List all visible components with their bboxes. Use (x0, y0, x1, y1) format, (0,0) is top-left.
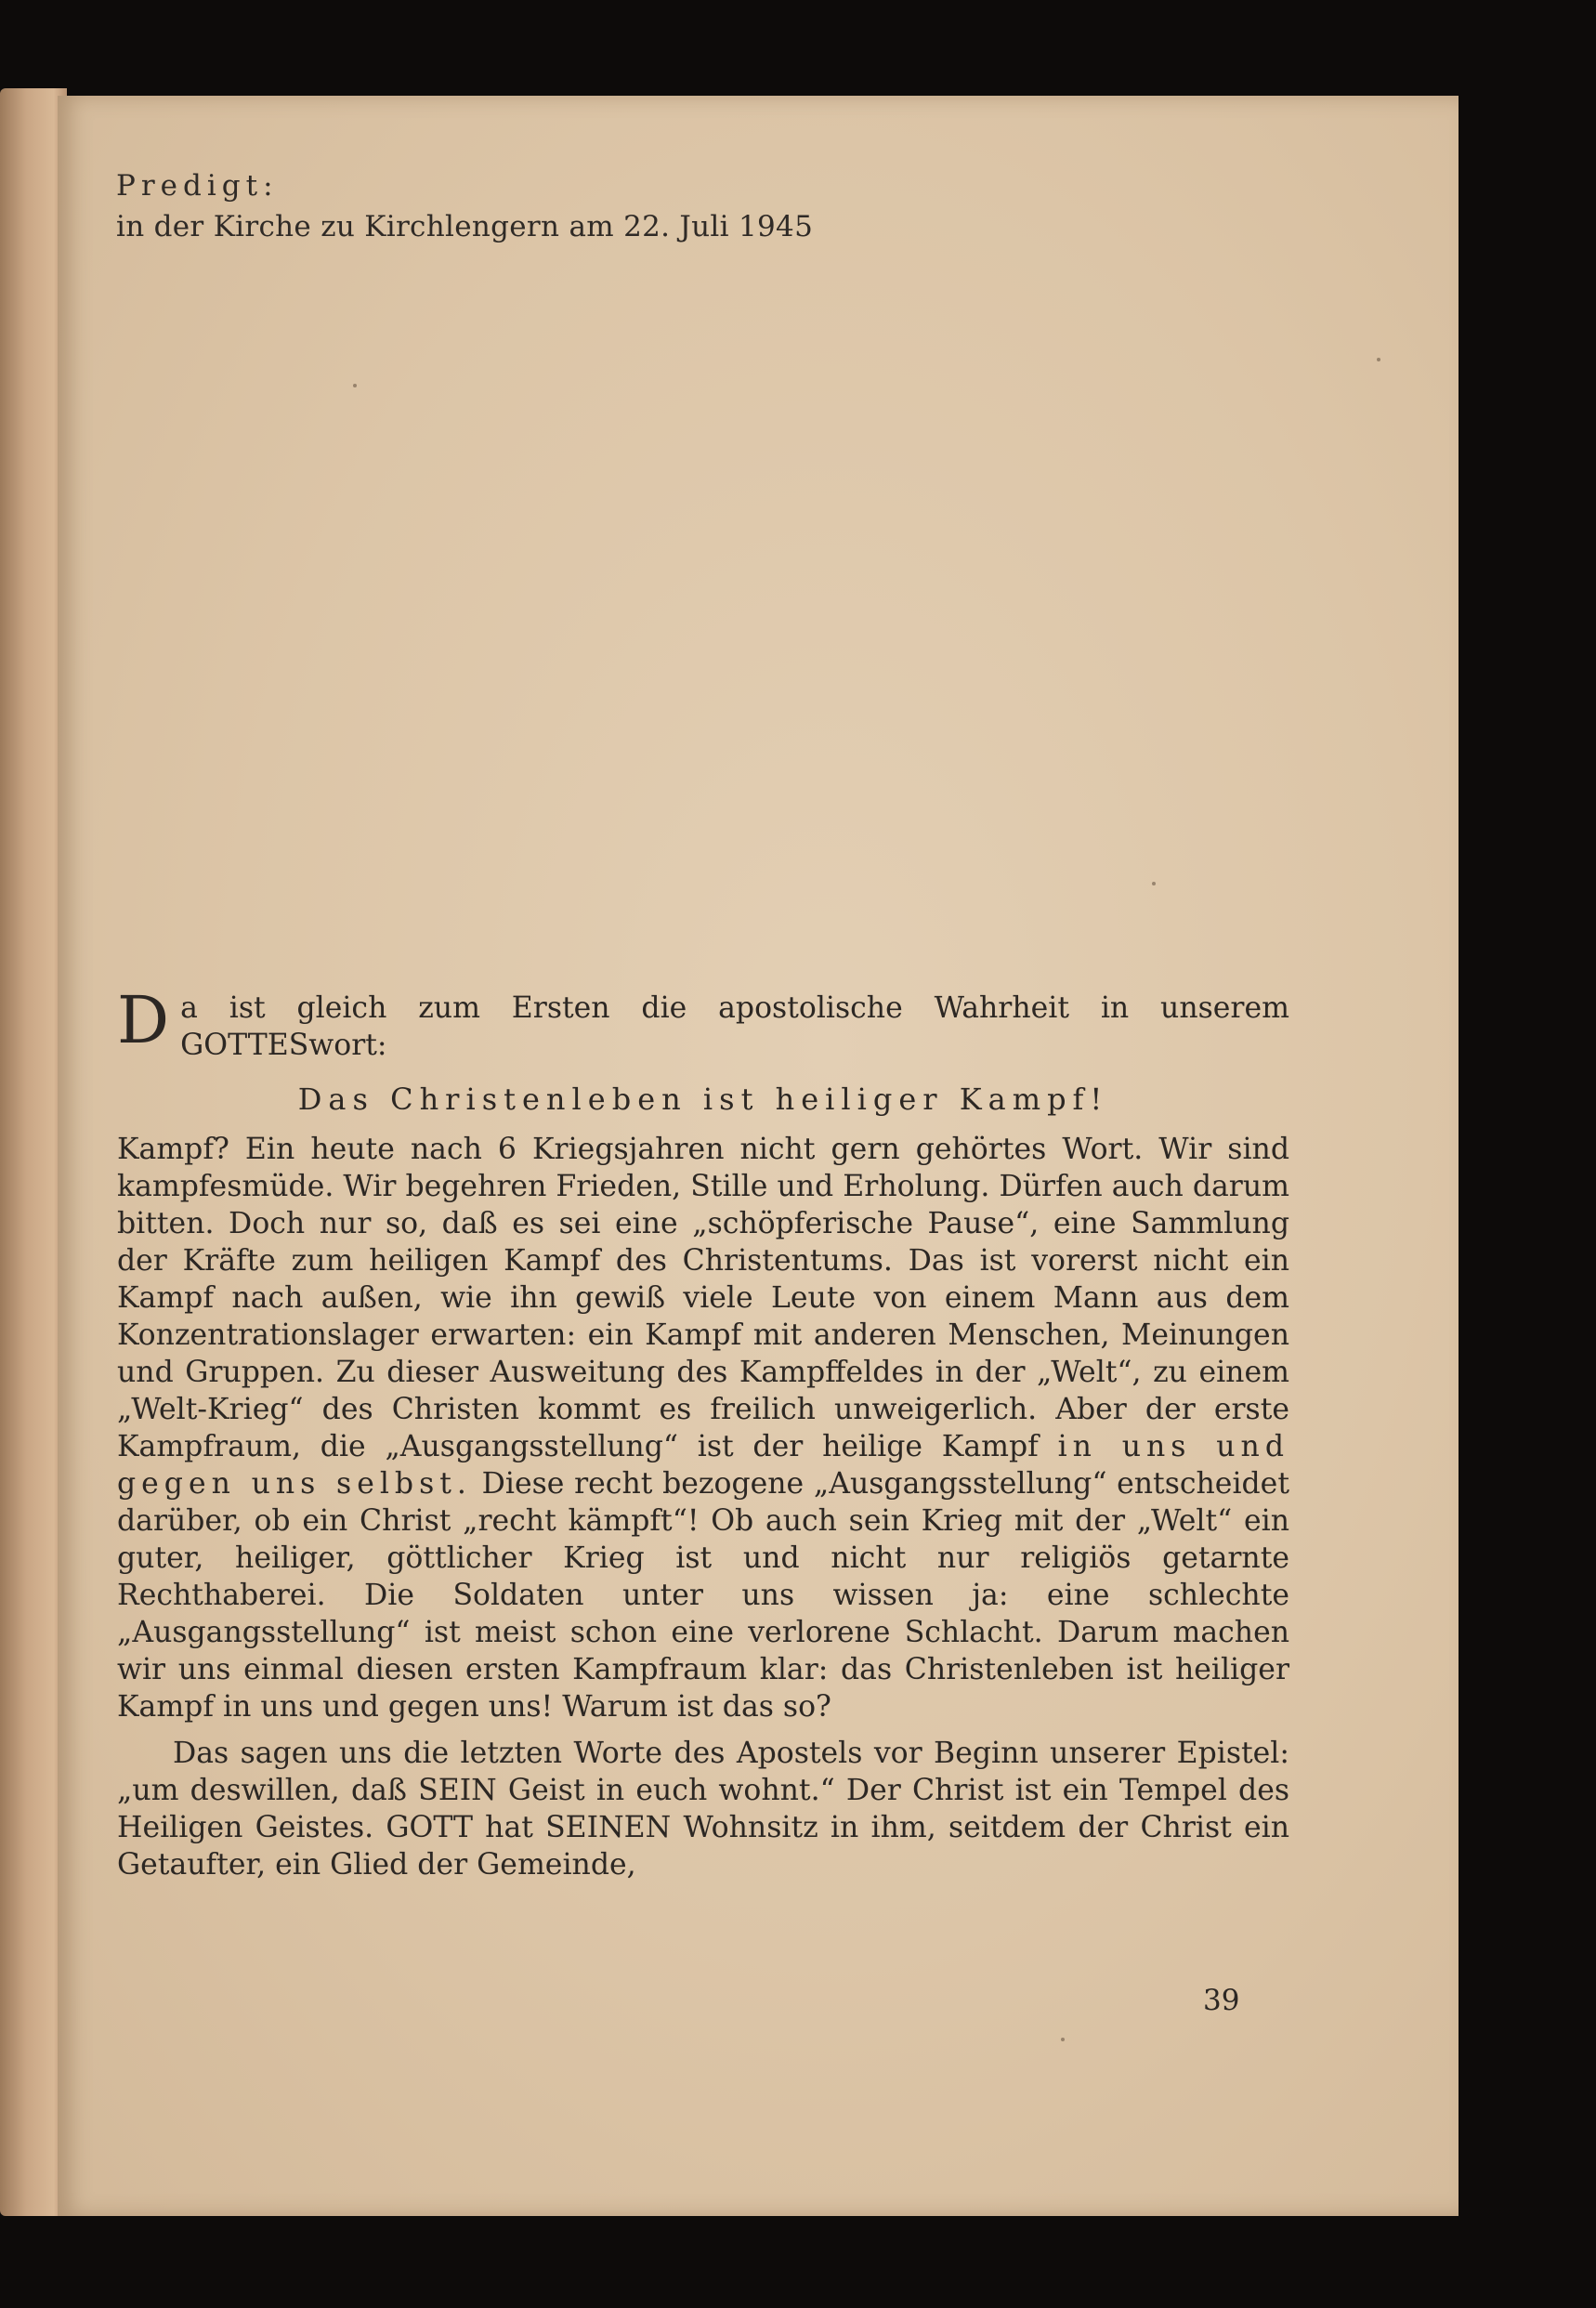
paragraph-1-end: Diese recht bezogene „Ausgangsstellung“ entscheidet darüber, ob ein Christ „recht kämpft“! Ob auch sein Krieg mit der „Welt“ ein guter, heiliger, göttlicher Krieg ist und nicht nur religiös getarnte Rechthaberei. Die Soldaten unter uns wissen ja: eine schlechte „Ausgangsstellung“ ist meist schon eine verlorene Schlacht. Darum machen wir uns einmal diesen ersten Kampfraum klar: das Christenleben ist heiliger Kampf in uns und gegen uns! Warum ist das so? (117, 1467, 1289, 1724)
heading-label: Predigt: (116, 169, 279, 203)
sermon-heading (116, 169, 813, 243)
spaced-phrase: in uns und gegen uns selbst. (117, 1430, 1289, 1501)
paragraph-1 (117, 1131, 1289, 1725)
paper-speck (1377, 358, 1380, 361)
paragraph-1-text: Kampf? Ein heute nach 6 Kriegsjahren nicht gern gehörtes Wort. Wir sind kampfesmüde. Wir begehren Frieden, Stille und Erholung. Dürfen auch darum bitten. Doch nur so, daß es sei eine „schöpferische Pause“, eine Sammlung der Kräfte zum heiligen Kampf des Christentums. Das ist vorerst nicht ein Kampf nach außen, wie ihn gewiß viele Leute von einem Mann aus dem Konzentrationslager erwarten: ein Kampf mit anderen Menschen, Meinungen und Gruppen. Zu dieser Ausweitung des Kampffeldes in der „Welt“, zu einem „Welt-Krieg“ des Christen kommt es freilich unweigerlich. Aber der erste Kampfraum, die „Ausgangsstellung“ ist der heilige Kampf (117, 1133, 1289, 1463)
paper-speck (353, 384, 357, 387)
paper-speck (1061, 2038, 1065, 2041)
paper-speck (1152, 882, 1156, 885)
paragraph-2: Das sagen uns die letzten Worte des Apostels vor Beginn unserer Epistel: „um deswillen, daß SEIN Geist in euch wohnt.“ Der Christ ist ein Tempel des Heiligen Geistes. GOTT hat SEINEN Wohnsitz in ihm, seitdem der Christ ein Getaufter, ein Glied der Gemeinde, (117, 1737, 1289, 1882)
dropcap-letter: D (117, 982, 170, 1058)
intro-paragraph (117, 982, 1289, 1064)
spaced-heading: Das Christenleben ist heiliger Kampf! (297, 1082, 1109, 1117)
intro-text: a ist gleich zum Ersten die apostolische Wahrheit in unserem GOTTESwort: (180, 991, 1289, 1062)
body-text (117, 982, 1289, 1883)
heading-place: in der Kirche zu Kirchlengern am 22. Juli 1945 (116, 210, 814, 243)
page-number: 39 (1203, 1984, 1240, 2017)
